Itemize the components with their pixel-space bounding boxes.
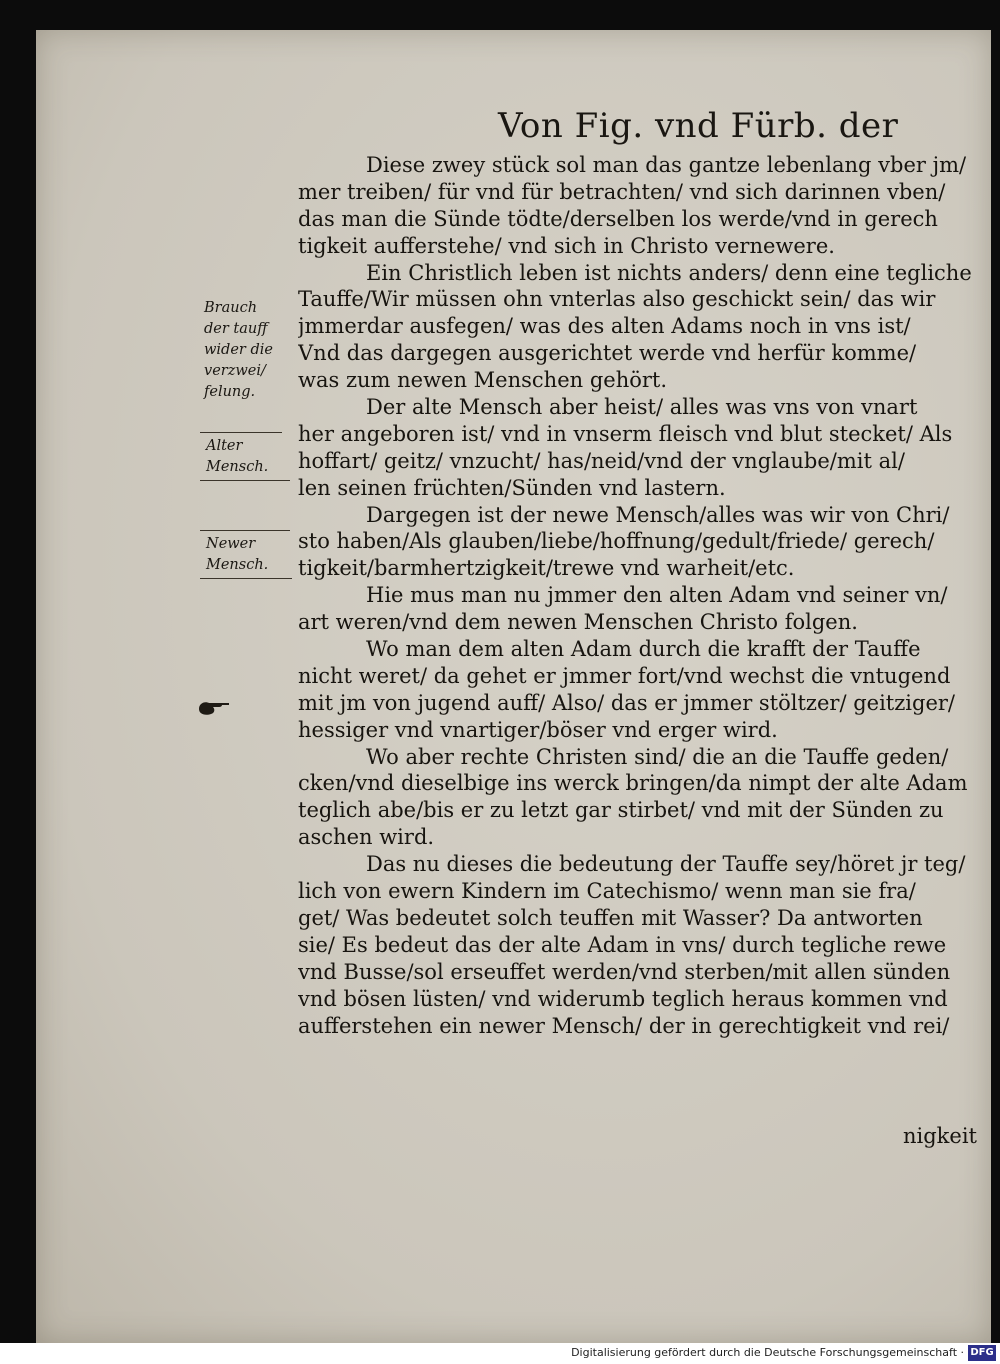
text-line: Tauffe/Wir müssen ohn vnterlas also geschickt sein/ das wir	[298, 287, 936, 312]
digitization-credit: Digitalisierung gefördert durch die Deutsche Forschungsgemeinschaft ·	[571, 1346, 964, 1359]
pointing-hand-icon	[197, 697, 231, 719]
text-line: her angeboren ist/ vnd in vnserm fleisch vnd blut stecket/ Als	[298, 421, 953, 446]
margin-note-brauch	[204, 298, 273, 403]
text-line: len seinen früchten/Sünden vnd lastern.	[298, 475, 726, 500]
text-line: get/ Was bedeutet solch teuffen mit Wasser? Da antworten	[298, 905, 923, 930]
text-line: tigkeit aufferstehe/ vnd sich in Christo vernewere.	[298, 233, 835, 258]
margin-note-line: Newer	[206, 536, 256, 552]
running-header: Von Fig. vnd Fürb. der	[498, 106, 899, 146]
text-line: Vnd das dargegen ausgerichtet werde vnd herfür komme/	[298, 341, 917, 366]
margin-note-line: Mensch.	[206, 459, 269, 475]
margin-rule	[200, 578, 292, 579]
margin-note-line: Brauch	[204, 300, 258, 316]
text-line: Der alte Mensch aber heist/ alles was vns von vnart	[366, 395, 918, 420]
text-line: aufferstehen ein newer Mensch/ der in gerechtigkeit vnd rei/	[298, 1013, 950, 1038]
text-line: Hie mus man nu jmmer den alten Adam vnd seiner vn/	[366, 583, 948, 608]
text-line: lich von ewern Kindern im Catechismo/ wenn man sie fra/	[298, 879, 916, 904]
book-page	[36, 30, 991, 1343]
text-line: hessiger vnd vnartiger/böser vnd erger wird.	[298, 717, 778, 742]
text-line: hoffart/ geitz/ vnzucht/ has/neid/vnd der vnglaube/mit al/	[298, 448, 905, 473]
text-line: Das nu dieses die bedeutung der Tauffe sey/höret jr teg/	[366, 852, 966, 877]
text-line: Wo aber rechte Christen sind/ die an die Tauffe geden/	[366, 744, 949, 769]
dfg-logo: DFG	[968, 1345, 996, 1361]
text-line: sie/ Es bedeut das der alte Adam in vns/ durch tegliche rewe	[298, 932, 947, 957]
margin-note-line: wider die	[204, 342, 273, 358]
text-line: tigkeit/barmhertzigkeit/trewe vnd warheit/etc.	[298, 556, 795, 581]
text-line: Dargegen ist der newe Mensch/alles was wir von Chri/	[366, 502, 950, 527]
text-line: sto haben/Als glauben/liebe/hoffnung/gedult/friede/ gerech/	[298, 529, 935, 554]
text-line: jmmerdar ausfegen/ was des alten Adams noch in vns ist/	[298, 314, 911, 339]
text-line: Wo man dem alten Adam durch die krafft der Tauffe	[366, 637, 921, 662]
margin-note-line: der tauff	[204, 321, 268, 337]
text-line: mit jm von jugend auff/ Also/ das er jmmer stöltzer/ geitziger/	[298, 690, 955, 715]
margin-note-line: felung.	[204, 384, 256, 400]
margin-rule	[200, 432, 282, 433]
text-line: Ein Christlich leben ist nichts anders/ denn eine tegliche	[366, 260, 972, 285]
margin-rule	[200, 480, 290, 481]
text-line: aschen wird.	[298, 825, 435, 850]
text-line: Diese zwey stück sol man das gantze lebenlang vber jm/	[366, 153, 967, 177]
text-line: mer treiben/ für vnd für betrachten/ vnd sich darinnen vben/	[298, 179, 946, 204]
body-text	[298, 152, 991, 1039]
text-line: teglich abe/bis er zu letzt gar stirbet/ vnd mit der Sünden zu	[298, 798, 944, 823]
text-line: das man die Sünde tödte/derselben los werde/vnd in gerech	[298, 206, 938, 231]
text-line: cken/vnd dieselbige ins werck bringen/da nimpt der alte Adam	[298, 771, 968, 796]
margin-note-line: Mensch.	[206, 557, 269, 573]
text-line: art weren/vnd dem newen Menschen Christo folgen.	[298, 610, 858, 635]
margin-note-newer	[206, 534, 268, 576]
margin-note-alter	[206, 436, 268, 478]
text-line: vnd Busse/sol erseuffet werden/vnd sterben/mit allen sünden	[298, 959, 951, 984]
text-line: vnd bösen lüsten/ vnd widerumb teglich heraus kommen vnd	[298, 986, 948, 1011]
text-line: was zum newen Menschen gehört.	[298, 368, 668, 393]
margin-note-line: Alter	[206, 438, 243, 454]
catchword: nigkeit	[903, 1124, 977, 1148]
text-line: nicht weret/ da gehet er jmmer fort/vnd wechst die vntugend	[298, 663, 951, 688]
margin-note-line: verzwei/	[204, 363, 266, 379]
margin-rule	[200, 530, 290, 531]
